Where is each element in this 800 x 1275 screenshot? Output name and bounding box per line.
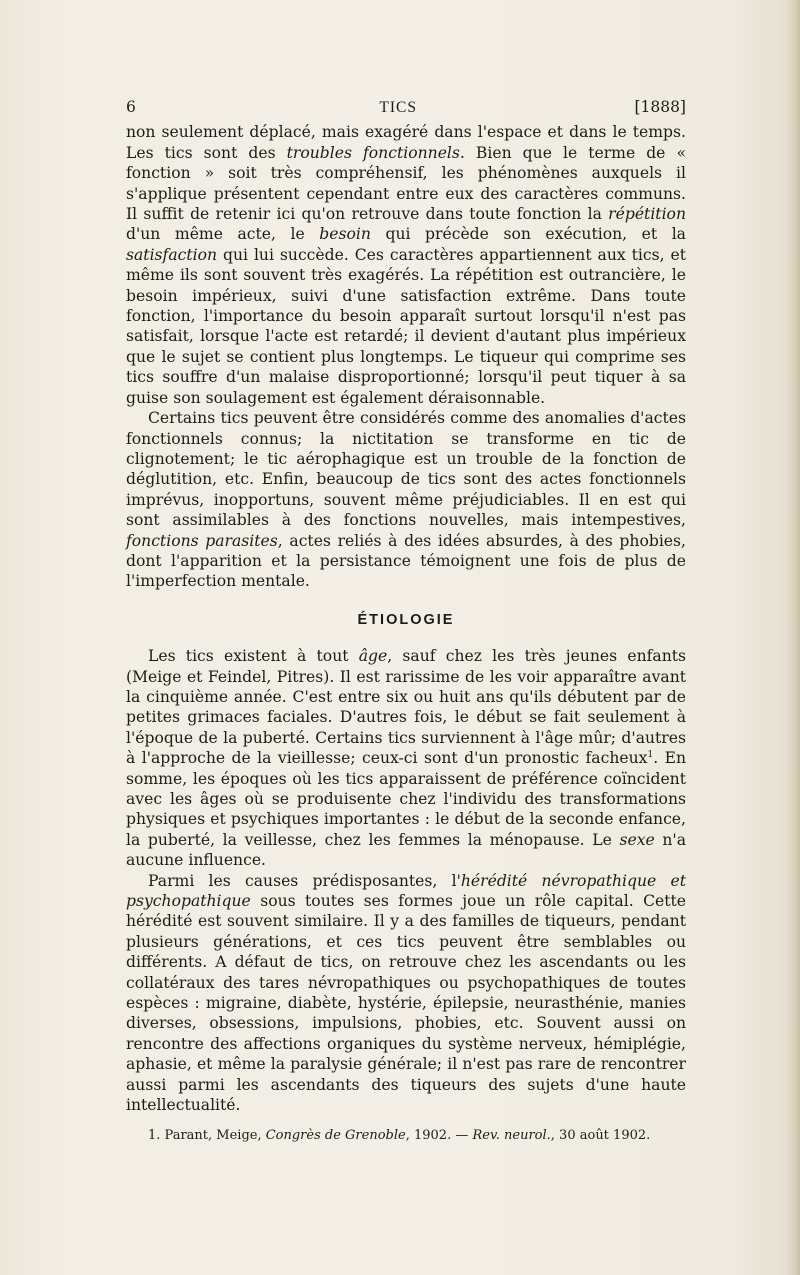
header-year: [1888] [634, 98, 686, 116]
running-title: TICS [379, 99, 417, 116]
text-run: n'a aucune influence. [126, 830, 686, 870]
italic-text: Congrès de Grenoble [265, 1127, 406, 1143]
text-run: . Bien que le terme de « fonction » soit très compréhensif, les phénomènes auxquels il s'applique présentent cependant entre eux des caractères communs. Il suffit de retenir ici qu'on retrouve dans toute fonction la [126, 143, 686, 224]
running-header [126, 97, 686, 118]
section-heading: ÉTIOLOGIE [357, 611, 455, 628]
italic-text: sexe [619, 830, 655, 849]
italic-text: âge [358, 647, 388, 666]
text-run: , 30 août 1902. [550, 1127, 651, 1143]
italic-text: répétition [608, 205, 686, 224]
text-run: Les tics existent à tout [148, 647, 359, 666]
italic-text: troubles fonctionnels [286, 143, 460, 162]
text-run: 1. Parant, Meige, [148, 1127, 266, 1143]
text-block-etiology [126, 646, 686, 1115]
text-run: Certains tics peuvent être considérés comme des anomalies d'actes fonctionnels connus; la nictitation se transforme en tic de clignotement; le tic aérophagique est un trouble de la fonction de déglutition, etc. Enfin, beaucoup de tics sont des actes fonctionnels imprévus, inopportuns, souvent même préjudiciables. Il en est qui sont assimilables à des fonctions nouvelles, mais intempestives, [126, 409, 686, 530]
paragraph [126, 646, 686, 870]
text-run: qui lui succède. Ces caractères appartiennent aux tics, et même ils sont souvent très exagérés. La répétition est outrancière, le besoin impérieux, suivi d'une satisfaction extrême. Dans toute fonction, l'importance du besoin apparaît surtout lorsqu'il n'est pas satisfait, lorsque l'acte est retardé; il devient d'autant plus impérieux que le sujet se contient plus longtemps. Le tiqueur qui comprime ses tics souffre d'un malaise disproportionné; lorsqu'il peut tiquer à sa guise son soulagement est également déraisonnable. [126, 245, 686, 407]
italic-text: hérédité névropathique et psychopathique [126, 871, 686, 911]
text-run: non seulement déplacé, mais exagéré dans l'espace et dans le temps. Les tics sont des [126, 123, 686, 162]
text-run: , actes reliés à des idées absurdes, à des phobies, dont l'apparition et la persistance témoignent une fois de plus de l'imperfection mentale. [126, 531, 686, 591]
italic-text: satisfaction [126, 245, 218, 264]
footnote [126, 1128, 686, 1144]
italic-text: fonctions parasites [126, 531, 278, 550]
page-content [126, 97, 686, 1157]
footnote-marker: 1 [647, 750, 654, 760]
text-run: d'un même acte, le [126, 225, 320, 244]
italic-text: besoin [319, 225, 371, 244]
text-run: sous toutes ses formes joue un rôle capital. Cette hérédité est souvent similaire. Il y a des familles de tiqueurs, pendant plusieurs générations, et ces tics peuvent être semblables ou différents. A défaut de tics, on retrouve chez les ascendants ou les collatéraux des tares névropathiques ou psychopathiques de toutes espèces : migraine, diabète, hystérie, épilepsie, neurasthénie, manies diverses, obsessions, impulsions, phobies, etc. Souvent aussi on rencontre des affections organiques du système nerveux, hémiplégie, aphasie, et même la paralysie générale; il n'est pas rare de rencontrer aussi parmi les ascendants des tiqueurs des sujets d'une haute intellectualité. [126, 892, 686, 1115]
paragraph [126, 408, 686, 592]
text-run: Parmi les causes prédisposantes, l' [148, 871, 461, 890]
text-run: . En somme, les époques où les tics apparaissent de préférence coïncident avec les âges où se produisente chez l'individu des transformations physiques et psychiques importantes : le début de la seconde enfance, la puberté, la veillesse, chez les femmes la ménopause. Le [126, 749, 686, 849]
text-block-intro [126, 122, 686, 591]
text-run: , sauf chez les très jeunes enfants (Meige et Feindel, Pitres). Il est rarissime de les voir apparaître avant la cinquième année. C'est entre six ou huit ans qu'ils débutent par de petites grimaces faciales. D'autres fois, le début se fait seulement à l'époque de la puberté. Certains tics surviennent à l'âge mûr; d'autres à l'approche de la vieillesse; ceux-ci sont d'un pronostic facheux [126, 647, 687, 768]
italic-text: Rev. neurol. [472, 1127, 551, 1143]
page-edge-shadow [786, 0, 800, 1275]
page-number: 6 [126, 98, 136, 116]
paragraph [126, 871, 686, 1116]
text-run: , 1902. — [405, 1127, 473, 1143]
paragraph [126, 122, 686, 408]
text-run: qui précède son exécution, et la [370, 225, 686, 244]
